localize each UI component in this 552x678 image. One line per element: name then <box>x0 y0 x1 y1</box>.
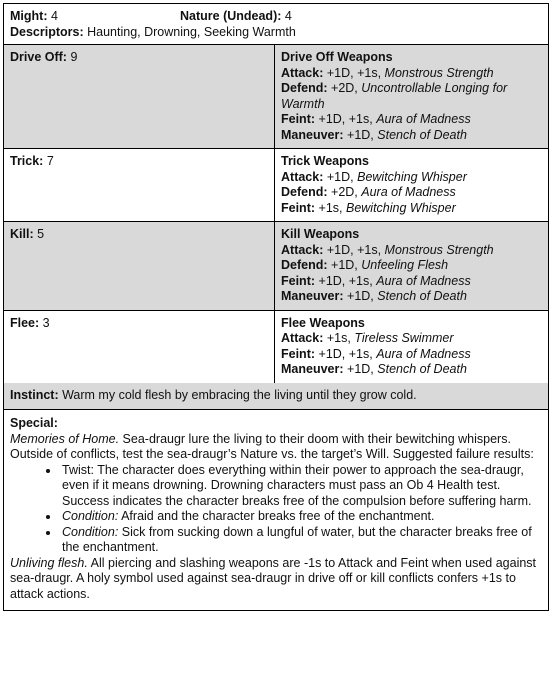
action-name: Defend: <box>281 185 328 199</box>
unliving-paragraph <box>10 556 542 603</box>
descriptors-value: Haunting, Drowning, Seeking Warmth <box>87 24 296 39</box>
failure-result-item <box>60 463 542 510</box>
action-name: Defend: <box>281 258 328 272</box>
conflict-row <box>4 149 548 222</box>
weapon-action <box>281 274 542 290</box>
weapon-action <box>281 112 542 128</box>
action-source: Aura of Madness <box>361 185 456 199</box>
weapon-action <box>281 170 542 186</box>
conflict-rows <box>4 45 548 383</box>
conflict-value: 5 <box>37 227 45 241</box>
weapon-action <box>281 331 542 347</box>
nature-value: 4 <box>284 9 292 23</box>
weapons-title: Kill Weapons <box>281 227 360 241</box>
action-name: Attack: <box>281 65 324 80</box>
weapon-action <box>281 289 542 305</box>
conflict-stat-cell <box>4 311 275 383</box>
bullet-lead: Condition: <box>62 509 119 523</box>
action-name: Defend: <box>281 81 328 95</box>
conflict-value: 9 <box>70 50 78 64</box>
action-mod: +1D, <box>347 362 374 376</box>
weapons-title: Drive Off Weapons <box>281 50 393 64</box>
action-source: Uncontrollable Longing for Warmth <box>281 81 508 111</box>
conflict-row <box>4 222 548 311</box>
action-name: Feint: <box>281 200 316 215</box>
action-source: Bewitching Whisper <box>357 169 467 184</box>
failure-results-list <box>10 463 542 556</box>
action-source: Aura of Madness <box>376 112 471 126</box>
action-name: Maneuver: <box>281 362 344 376</box>
action-name: Attack: <box>281 331 324 345</box>
action-mod: +1D, <box>347 289 374 303</box>
conflict-value: 3 <box>42 315 50 330</box>
action-mod: +1D, +1s, <box>318 273 373 288</box>
header-row <box>4 4 548 45</box>
action-source: Stench of Death <box>377 362 467 376</box>
special-label: Special: <box>10 416 58 430</box>
failure-result-item <box>60 509 542 525</box>
conflict-label: Trick: <box>10 154 44 168</box>
action-source: Bewitching Whisper <box>345 200 456 215</box>
weapons-cell <box>275 149 548 221</box>
header-cell <box>4 4 548 44</box>
creature-stat-table <box>3 3 549 611</box>
weapon-action <box>281 128 542 144</box>
descriptors-line <box>10 25 542 41</box>
conflict-row <box>4 45 548 149</box>
action-source: Stench of Death <box>377 289 467 303</box>
nature-stat <box>180 9 292 25</box>
unliving-text: All piercing and slashing weapons are -1s to Attack and Feint when used against sea-draugr. A holy symbol used against sea-draugr in drive off or kill conflicts confers +1s to attack actions. <box>10 555 537 601</box>
instinct-text: Warm my cold flesh by embracing the living until they grow cold. <box>62 387 417 402</box>
weapon-action <box>281 81 542 112</box>
conflict-stat-cell <box>4 45 275 148</box>
might-stat <box>10 9 180 25</box>
special-cell <box>4 410 548 610</box>
action-mod: +1D, <box>347 127 374 142</box>
action-source: Stench of Death <box>377 127 467 142</box>
weapon-action <box>281 362 542 378</box>
action-source: Aura of Madness <box>376 273 471 288</box>
action-name: Feint: <box>281 112 316 126</box>
might-nature-line <box>10 9 542 25</box>
action-name: Attack: <box>281 242 324 257</box>
memories-text: Sea-draugr lure the living to their doom with their bewitching whispers. Outside of conflicts, test the sea-draugr’s Nature vs. the target’s Will. Suggested failure results: <box>10 431 534 461</box>
bullet-text: Sick from sucking down a lungful of water, but the character breaks free of the enchantment. <box>62 524 532 554</box>
weapon-action <box>281 185 542 201</box>
conflict-label: Flee: <box>10 315 40 330</box>
action-name: Attack: <box>281 169 324 184</box>
descriptors-label: Descriptors: <box>10 24 84 39</box>
weapons-title: Flee Weapons <box>281 315 365 330</box>
action-mod: +2D, <box>331 185 358 199</box>
conflict-stat-cell <box>4 149 275 221</box>
action-name: Feint: <box>281 273 316 288</box>
weapons-cell <box>275 45 548 148</box>
action-source: Monstrous Strength <box>384 242 494 257</box>
action-mod: +1D, +1s, <box>326 65 382 80</box>
memories-paragraph <box>10 432 542 463</box>
unliving-title: Unliving flesh. <box>10 555 88 570</box>
action-source: Unfeeling Flesh <box>361 258 449 272</box>
conflict-row <box>4 311 548 383</box>
action-name: Maneuver: <box>281 127 344 142</box>
instinct-label: Instinct: <box>10 387 59 402</box>
weapons-cell <box>275 311 548 383</box>
action-mod: +1s, <box>318 200 343 215</box>
weapons-title: Trick Weapons <box>281 154 369 168</box>
action-mod: +1D, +1s, <box>326 242 382 257</box>
action-source: Aura of Madness <box>376 346 471 361</box>
weapon-action <box>281 347 542 363</box>
instinct-cell <box>4 383 423 410</box>
might-label: Might: <box>10 9 48 23</box>
action-mod: +1D, <box>331 258 358 272</box>
weapon-action <box>281 201 542 217</box>
instinct-row <box>4 383 548 411</box>
conflict-stat-cell <box>4 222 275 310</box>
conflict-label: Drive Off: <box>10 50 67 64</box>
action-mod: +2D, <box>331 81 358 95</box>
action-source: Tireless Swimmer <box>354 331 454 345</box>
conflict-label: Kill: <box>10 227 34 241</box>
action-mod: +1s, <box>326 331 351 345</box>
action-name: Feint: <box>281 346 316 361</box>
action-source: Monstrous Strength <box>384 65 494 80</box>
action-mod: +1D, <box>326 169 354 184</box>
weapon-action <box>281 66 542 82</box>
nature-label: Nature (Undead): <box>180 9 282 23</box>
weapon-action <box>281 243 542 259</box>
failure-result-item <box>60 525 542 556</box>
conflict-value: 7 <box>46 154 54 168</box>
special-row <box>4 410 548 610</box>
action-mod: +1D, +1s, <box>318 112 373 126</box>
might-value: 4 <box>50 9 58 23</box>
bullet-text: Afraid and the character breaks free of the enchantment. <box>121 509 435 523</box>
memories-title: Memories of Home. <box>10 431 120 446</box>
action-name: Maneuver: <box>281 289 344 303</box>
bullet-lead: Condition: <box>62 524 119 539</box>
weapons-cell <box>275 222 548 310</box>
weapon-action <box>281 258 542 274</box>
bullet-text: Twist: The character does everything within their power to approach the sea-draugr, even if it means drowning. Drowning characters must pass an Ob 4 Health test. Success indicates the character breaks free of the compulsion before suffering harm. <box>62 462 532 508</box>
action-mod: +1D, +1s, <box>318 346 373 361</box>
